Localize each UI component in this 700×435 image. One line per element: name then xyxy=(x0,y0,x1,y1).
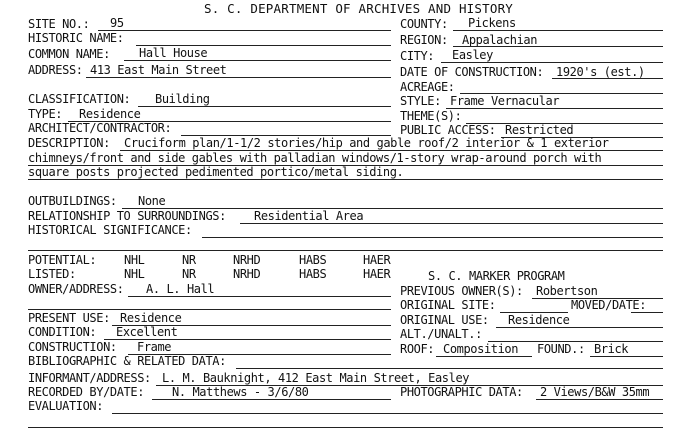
listed-habs: HABS xyxy=(299,267,327,281)
style-line xyxy=(446,108,663,109)
description-line-1: Cruciform plan/1-1/2 stories/hip and gable roof/2 interior & 1 exterior xyxy=(124,136,609,150)
listed-label: LISTED: xyxy=(28,267,76,281)
type-value: Residence xyxy=(79,107,141,121)
condition-label: CONDITION: xyxy=(28,325,97,339)
owner-address-line xyxy=(128,296,391,297)
recorded-by-value: N. Matthews - 3/6/80 xyxy=(172,385,309,399)
listed-haer: HAER xyxy=(363,267,391,281)
potential-haer: HAER xyxy=(363,253,391,267)
evaluation-line xyxy=(112,413,663,414)
common-name-value: Hall House xyxy=(139,46,208,60)
alt-unalt-label: ALT./UNALT.: xyxy=(400,327,482,341)
evaluation-line-2 xyxy=(28,427,663,428)
historical-significance-line xyxy=(202,237,663,238)
public-access-value: Restricted xyxy=(505,123,574,137)
recorded-by-line xyxy=(152,399,391,400)
evaluation-label: EVALUATION: xyxy=(28,399,104,413)
style-label: STYLE: xyxy=(400,94,441,108)
site-no-line xyxy=(98,30,391,31)
construction-value: Frame xyxy=(137,340,172,354)
condition-value: Excellent xyxy=(116,325,178,339)
public-access-label: PUBLIC ACCESS: xyxy=(400,123,496,137)
photographic-data-value: 2 Views/B&W 35mm xyxy=(540,385,650,399)
historic-name-label: HISTORIC NAME: xyxy=(28,31,124,45)
original-use-line xyxy=(496,327,663,328)
listed-nrhd: NRHD xyxy=(233,267,261,281)
county-label: COUNTY: xyxy=(400,17,448,31)
previous-owner-label: PREVIOUS OWNER(S): xyxy=(400,284,523,298)
photographic-data-line xyxy=(536,399,663,400)
theme-label: THEME(S): xyxy=(400,109,462,123)
bibliographic-line xyxy=(236,368,663,369)
foundation-value: Brick xyxy=(594,342,629,356)
owner-address-label: OWNER/ADDRESS: xyxy=(28,282,124,296)
roof-line xyxy=(436,356,532,357)
county-value: Pickens xyxy=(468,16,516,30)
region-label: REGION: xyxy=(400,33,448,47)
city-label: CITY: xyxy=(400,49,435,63)
informant-address-value: L. M. Bauknight, 412 East Main Street, Easley xyxy=(162,371,470,385)
page-title: S. C. DEPARTMENT OF ARCHIVES AND HISTORY xyxy=(204,1,514,16)
section-rule xyxy=(28,250,663,251)
date-of-construction-label: DATE OF CONSTRUCTION: xyxy=(400,65,544,79)
informant-address-label: INFORMANT/ADDRESS: xyxy=(28,371,151,385)
marker-program-heading: S. C. MARKER PROGRAM xyxy=(428,269,565,283)
date-of-construction-line xyxy=(552,78,663,79)
county-line xyxy=(453,30,663,31)
listed-nhl: NHL xyxy=(124,267,145,281)
region-line xyxy=(453,46,663,47)
city-value: Easley xyxy=(452,48,493,62)
architect-contractor-label: ARCHITECT/CONTRACTOR: xyxy=(28,121,172,135)
description-line-3: square posts projected pedimented portico/metal siding. xyxy=(28,165,404,179)
roof-value: Composition xyxy=(443,342,519,356)
address-label: ADDRESS: xyxy=(28,63,83,77)
historical-significance-label: HISTORICAL SIGNIFICANCE: xyxy=(28,223,192,237)
classification-label: CLASSIFICATION: xyxy=(28,92,131,106)
original-site-label: ORIGINAL SITE: xyxy=(400,298,496,312)
foundation-label: FOUND.: xyxy=(537,342,585,356)
city-line xyxy=(441,62,663,63)
roof-label: ROOF: xyxy=(400,342,435,356)
potential-nrhd: NRHD xyxy=(233,253,261,267)
listed-nr: NR xyxy=(182,267,196,281)
bibliographic-label: BIBLIOGRAPHIC & RELATED DATA: xyxy=(28,354,226,368)
outbuildings-label: OUTBUILDINGS: xyxy=(28,194,117,208)
owner-address-line-2 xyxy=(28,309,391,310)
present-use-value: Residence xyxy=(120,311,182,325)
outbuildings-value: None xyxy=(138,194,166,208)
classification-value: Building xyxy=(155,92,210,106)
date-of-construction-value: 1920's (est.) xyxy=(556,65,645,79)
moved-date-label: MOVED/DATE: xyxy=(571,298,647,312)
potential-nr: NR xyxy=(182,253,196,267)
site-no-value: 95 xyxy=(110,16,124,30)
foundation-line xyxy=(590,356,663,357)
photographic-data-label: PHOTOGRAPHIC DATA: xyxy=(400,385,523,399)
address-line xyxy=(86,77,391,78)
acreage-label: ACREAGE: xyxy=(400,80,455,94)
common-name-label: COMMON NAME: xyxy=(28,47,110,61)
previous-owner-value: Robertson xyxy=(536,284,598,298)
style-value: Frame Vernacular xyxy=(450,94,560,108)
description-line-2: chimneys/front and side gables with palladian windows/1-story wrap-around porch with xyxy=(28,151,602,165)
site-no-label: SITE NO.: xyxy=(28,17,90,31)
classification-line xyxy=(138,106,391,107)
construction-label: CONSTRUCTION: xyxy=(28,340,117,354)
original-use-value: Residence xyxy=(508,313,570,327)
potential-label: POTENTIAL: xyxy=(28,253,97,267)
description-label: DESCRIPTION: xyxy=(28,136,110,150)
recorded-by-label: RECORDED BY/DATE: xyxy=(28,385,145,399)
owner-address-value: A. L. Hall xyxy=(146,282,215,296)
relationship-line xyxy=(240,223,663,224)
description-rule-3 xyxy=(28,179,663,180)
original-use-label: ORIGINAL USE: xyxy=(400,313,489,327)
address-value: 413 East Main Street xyxy=(90,63,227,77)
relationship-label: RELATIONSHIP TO SURROUNDINGS: xyxy=(28,209,226,223)
present-use-label: PRESENT USE: xyxy=(28,311,110,325)
potential-habs: HABS xyxy=(299,253,327,267)
relationship-value: Residential Area xyxy=(254,209,364,223)
common-name-line xyxy=(124,60,391,61)
type-label: TYPE: xyxy=(28,107,63,121)
potential-nhl: NHL xyxy=(124,253,145,267)
moved-date-line xyxy=(631,312,663,313)
region-value: Appalachian xyxy=(462,33,538,47)
